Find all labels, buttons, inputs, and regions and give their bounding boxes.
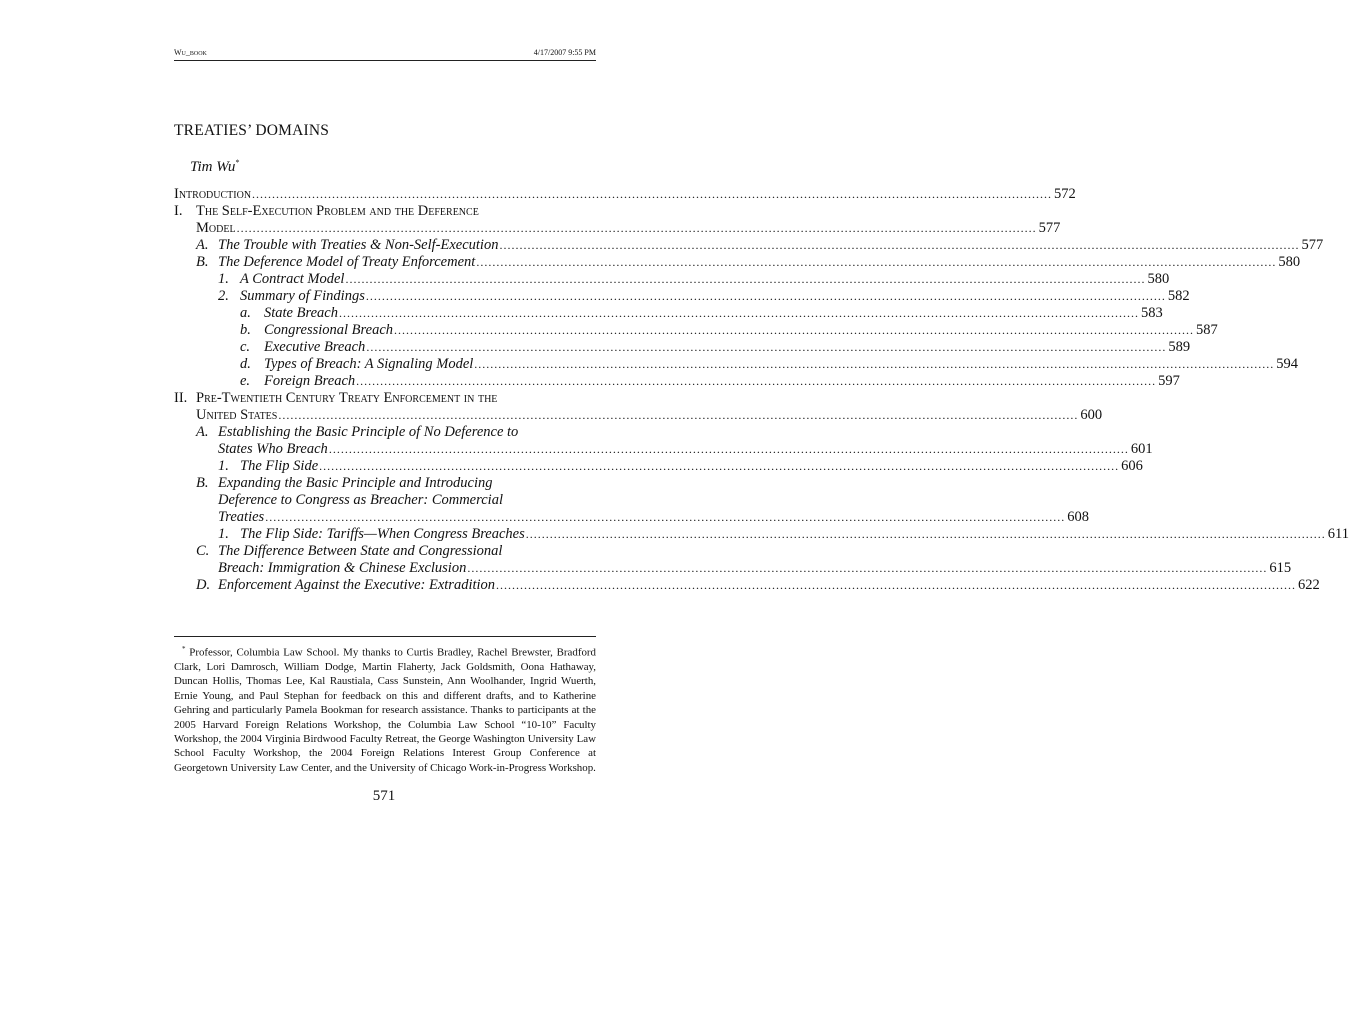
toc-leader-dots: ........................................................................................................................................................................................................ <box>252 187 1053 201</box>
toc-leader-dots: ........................................................................................................................................................................................................ <box>474 357 1275 371</box>
toc-entry <box>174 288 1190 305</box>
toc-entry-label: B. <box>196 254 209 270</box>
toc-entry <box>174 424 596 441</box>
toc-entry <box>174 441 1153 458</box>
toc-entry-page: 600 <box>1080 407 1103 423</box>
toc-entry-title: Executive Breach <box>264 339 366 355</box>
toc-entry-label: 1. <box>218 271 229 287</box>
toc-leader-dots: ........................................................................................................................................................................................................ <box>365 289 1166 303</box>
toc-leader-dots: ........................................................................................................................................................................................................ <box>499 238 1300 252</box>
toc-entry-title: Breach: Immigration & Chinese Exclusion <box>218 560 467 576</box>
toc-leader-dots: ........................................................................................................................................................................................................ <box>394 323 1195 337</box>
toc-entry-title: The Flip Side <box>240 458 319 474</box>
toc-entry-title: Model <box>196 220 236 236</box>
toc-entry-page: 587 <box>1196 322 1218 338</box>
toc-entry-label: A. <box>196 237 209 253</box>
toc-entry-title: Introduction <box>174 186 252 202</box>
toc-entry <box>174 543 596 560</box>
toc-entry-label: 1. <box>218 526 229 542</box>
toc-entry-title: State Breach <box>264 305 338 321</box>
toc-entry-title: States Who Breach <box>218 441 328 457</box>
footnote-mark: * <box>182 645 186 653</box>
toc-entry <box>174 373 1180 390</box>
toc-entry-title: Establishing the Basic Principle of No Deference to <box>218 424 519 440</box>
toc-entry-page: 583 <box>1140 305 1163 321</box>
toc-leader-dots: ........................................................................................................................................................................................................ <box>328 442 1129 456</box>
toc-entry-page: 582 <box>1167 288 1190 304</box>
toc-entry-label: A. <box>196 424 209 440</box>
toc-entry-page: 572 <box>1054 186 1076 202</box>
toc-leader-dots: ........................................................................................................................................................................................................ <box>467 561 1268 575</box>
toc-leader-dots: ........................................................................................................................................................................................................ <box>366 340 1167 354</box>
toc-entry-title: Deference to Congress as Breacher: Commercial <box>218 492 503 508</box>
toc-leader-dots: ........................................................................................................................................................................................................ <box>278 408 1079 422</box>
toc-entry <box>174 458 1143 475</box>
toc-entry-title: The Self-Execution Problem and the Deference <box>196 203 479 219</box>
toc-entry-title: Types of Breach: A Signaling Model <box>264 356 474 372</box>
toc-entry <box>174 475 596 492</box>
toc-entry-title: Foreign Breach <box>264 373 356 389</box>
toc-entry <box>174 339 1191 356</box>
toc-entry-title: Pre-Twentieth Century Treaty Enforcement in the <box>196 390 498 406</box>
toc-entry-label: a. <box>240 305 251 321</box>
toc-entry-label: b. <box>240 322 251 338</box>
running-header <box>174 46 596 61</box>
toc-leader-dots: ........................................................................................................................................................................................................ <box>319 459 1120 473</box>
header-left: Wu_book <box>174 48 207 57</box>
toc-entry-title: Enforcement Against the Executive: Extradition <box>218 577 496 593</box>
toc-entry-label: II. <box>174 390 188 406</box>
toc-entry-page: 589 <box>1168 339 1191 355</box>
toc-entry-title: The Difference Between State and Congressional <box>218 543 503 559</box>
toc-entry-page: 580 <box>1147 271 1170 287</box>
toc-entry-label: D. <box>196 577 211 593</box>
toc-entry-label: B. <box>196 475 209 491</box>
toc-entry-title: Congressional Breach <box>264 322 394 338</box>
toc-entry <box>174 492 596 509</box>
toc-entry-label: I. <box>174 203 183 219</box>
toc-entry-label: d. <box>240 356 251 372</box>
toc-entry <box>174 322 1218 339</box>
toc-entry-title: The Trouble with Treaties & Non-Self-Execution <box>218 237 499 253</box>
toc-leader-dots: ........................................................................................................................................................................................................ <box>356 374 1157 388</box>
toc-entry <box>174 220 1061 237</box>
toc-entry <box>174 509 1089 526</box>
toc-entry-page: 577 <box>1038 220 1061 236</box>
toc-entry <box>174 560 1292 577</box>
toc-entry-title: Summary of Findings <box>240 288 365 304</box>
toc-entry-page: 601 <box>1130 441 1153 457</box>
toc-entry <box>174 407 1103 424</box>
toc-entry-page: 606 <box>1121 458 1143 474</box>
toc-entry <box>174 577 1320 594</box>
toc-leader-dots: ........................................................................................................................................................................................................ <box>265 510 1066 524</box>
toc-leader-dots: ........................................................................................................................................................................................................ <box>338 306 1139 320</box>
toc-leader-dots: ........................................................................................................................................................................................................ <box>345 272 1146 286</box>
toc-entry-title: The Flip Side: Tariffs—When Congress Breaches <box>240 526 525 542</box>
toc-entry-page: 577 <box>1301 237 1324 253</box>
toc-entry-label: c. <box>240 339 251 355</box>
author-footnote-mark: * <box>235 158 240 167</box>
toc-entry-page: 622 <box>1298 577 1320 593</box>
toc-entry-label: C. <box>196 543 210 559</box>
toc-entry <box>174 305 1163 322</box>
author-name: Tim Wu <box>190 159 236 175</box>
toc-entry <box>174 271 1170 288</box>
toc-entry <box>174 203 596 220</box>
author-line <box>190 158 239 176</box>
toc-entry-title: Expanding the Basic Principle and Introducing <box>218 475 493 491</box>
toc-entry-page: 615 <box>1269 560 1292 576</box>
page-number: 571 <box>372 788 396 804</box>
toc-leader-dots: ........................................................................................................................................................................................................ <box>525 527 1326 541</box>
toc-entry-page: 594 <box>1276 356 1299 372</box>
toc-entry <box>174 186 1076 203</box>
footnote-text: Professor, Columbia Law School. My thanks to Curtis Bradley, Rachel Brewster, Bradford Clark, Lori Damrosch, William Dodge, Martin Flaherty, Jack Goldsmith, Oona Hathaway, Duncan Hollis, Thomas Lee, Kal Raustiala, Cass Sunstein, Ann Woolhander, Ingrid Wuerth, Ernie Young, and Paul Stephan for feedback on this and different drafts, and to Katherine Gehring and particularly Pamela Bookman for research assistance. Thanks to participants at the 2005 Harvard Foreign Relations Workshop, the Columbia Law School “10-10” Faculty Workshop, the 2004 Virginia Birdwood Faculty Retreat, the George Washington University Law School Faculty Workshop, the 2004 Foreign Relations Interest Group Conference at Georgetown University Law Center, and the University of Chicago Work-in-Progress Workshop. <box>174 646 596 774</box>
toc-entry <box>174 390 596 407</box>
toc-entry-title: United States <box>196 407 278 423</box>
footnote-divider <box>174 636 596 637</box>
toc-entry <box>174 356 1299 373</box>
toc-entry-page: 597 <box>1158 373 1180 389</box>
footnote <box>174 642 596 775</box>
toc-leader-dots: ........................................................................................................................................................................................................ <box>476 255 1277 269</box>
toc-entry <box>174 254 1301 271</box>
toc-entry-page: 611 <box>1327 526 1349 542</box>
toc-entry-title: Treaties <box>218 509 265 525</box>
toc-leader-dots: ........................................................................................................................................................................................................ <box>496 578 1297 592</box>
toc-entry-page: 580 <box>1278 254 1301 270</box>
toc-leader-dots: ........................................................................................................................................................................................................ <box>236 221 1037 235</box>
toc-entry-page: 608 <box>1067 509 1089 525</box>
toc-entry-label: e. <box>240 373 251 389</box>
toc-entry <box>174 237 1324 254</box>
toc-entry-title: The Deference Model of Treaty Enforcement <box>218 254 476 270</box>
header-right: 4/17/2007 9:55 PM <box>533 48 596 57</box>
article-title: TREATIES’ DOMAINS <box>174 122 330 139</box>
toc-entry-label: 2. <box>218 288 229 304</box>
table-of-contents <box>174 186 1349 594</box>
toc-entry-label: 1. <box>218 458 229 474</box>
toc-entry-title: A Contract Model <box>240 271 345 287</box>
toc-entry <box>174 526 1349 543</box>
